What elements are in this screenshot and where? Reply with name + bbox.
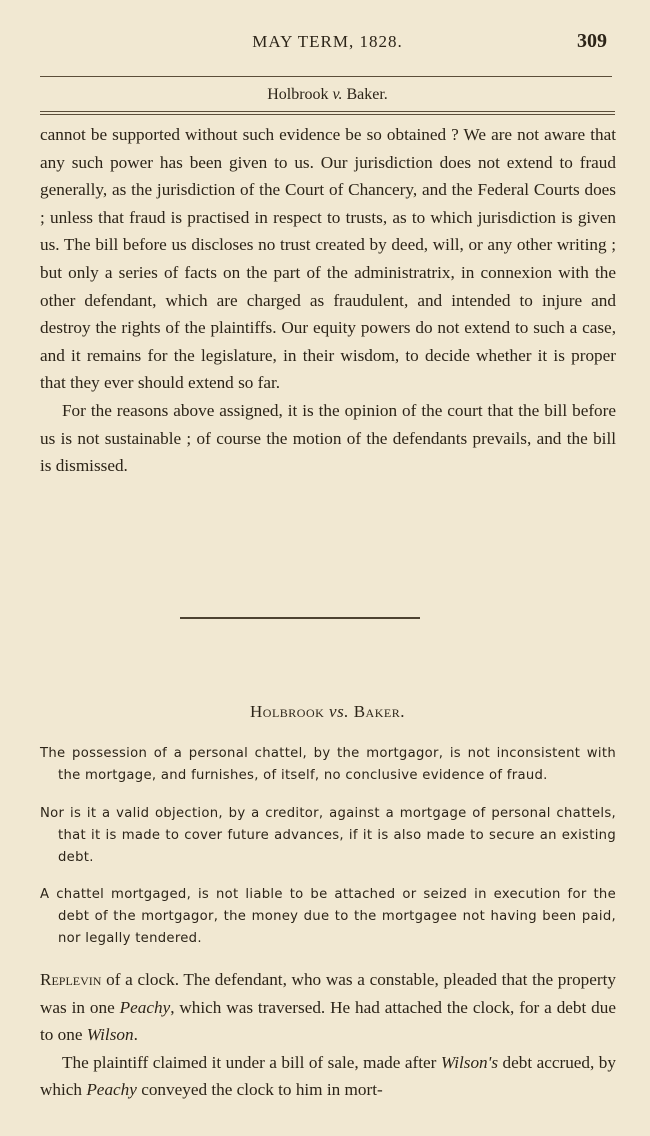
running-head: [40, 30, 615, 58]
caption-party-right: Baker.: [346, 86, 388, 103]
statement-lead-word: Replevin: [40, 970, 102, 989]
headnote: [40, 743, 616, 787]
party-name: Wilson: [86, 1025, 134, 1045]
opinion-paragraph: cannot be supported without such evidence be so obtained ? We are not aware that any such power has been given to us. Our jurisdiction does not extend to fraud generally, as the jurisdiction of the Court of Chancery, and the Federal Courts does ; unless that fraud is practised in respect to trusts, as to which jurisdiction is given us. The bill before us discloses no trust created by deed, will, or any other writing ; but only a series of facts on the part of the administratrix, in connexion with the other defendant, which are charged as fraudulent, and intended to injure and destroy the rights of the plaintiffs. Our equity powers do not extend to such a case, and it remains for the legislature, in their wisdom, to decide whether it is proper that they ever should extend so far.: [40, 125, 616, 393]
section-divider: [180, 617, 420, 619]
statement-paragraph: [40, 1049, 616, 1104]
statement-text-run: of a clock. The defendant, who was a constable, pleaded that the property was in one: [40, 970, 616, 1017]
header-rule: [40, 76, 612, 77]
headnote-text: A chattel mortgaged, is not liable to be attached or seized in execution for the debt of the mortgagor, the money due to the mortgagee not having been paid, nor legally tendered.: [40, 887, 616, 946]
case-title-party-right: Baker.: [353, 702, 405, 721]
running-title: MAY TERM, 1828.: [252, 32, 403, 51]
statement-paragraph: [40, 966, 616, 1049]
statement-text-run: debt accrued, by which: [40, 1052, 616, 1100]
opinion-paragraph: For the reasons above assigned, it is the opinion of the court that the bill before us is not sustainable ; of course the motion of the defendants prevails, and the bill is dismissed.: [40, 400, 616, 476]
headnote-text: The possession of a personal chattel, by the mortgagor, is not inconsistent with the mortgage, and furnishes, of itself, no conclusive evidence of fraud.: [40, 746, 616, 783]
statement-text-run: The plaintiff claimed it under a bill of sale, made after: [62, 1052, 441, 1072]
statement-text-run: .: [133, 1025, 138, 1045]
caption-versus: v.: [332, 86, 343, 103]
caption-party-left: Holbrook: [267, 86, 329, 103]
headnote-text: Nor is it a valid objection, by a creditor, against a mortgage of personal chattels, that it is made to cover future advances, if it is also made to secure an existing debt.: [40, 806, 616, 865]
opinion-text: [40, 121, 616, 480]
statement-text-run: , which was traversed. He had attached the clock, for a debt due to one: [40, 997, 617, 1045]
caption-rule-top: [40, 111, 615, 112]
case-caption: [40, 86, 615, 104]
page-number: 309: [577, 30, 607, 52]
statement-text: [40, 966, 616, 1104]
party-name: Wilson's: [440, 1052, 499, 1072]
headnote: [40, 803, 616, 869]
statement-text-run: conveyed the clock to him in mort-: [136, 1080, 383, 1100]
case-title-party-left: Holbrook: [250, 702, 325, 721]
caption-rule-bottom: [40, 114, 615, 115]
headnote: [40, 884, 616, 950]
party-name: Peachy: [119, 997, 171, 1017]
party-name: Peachy: [86, 1080, 137, 1100]
case-title-versus: vs.: [329, 702, 349, 721]
case-title: [40, 702, 615, 722]
